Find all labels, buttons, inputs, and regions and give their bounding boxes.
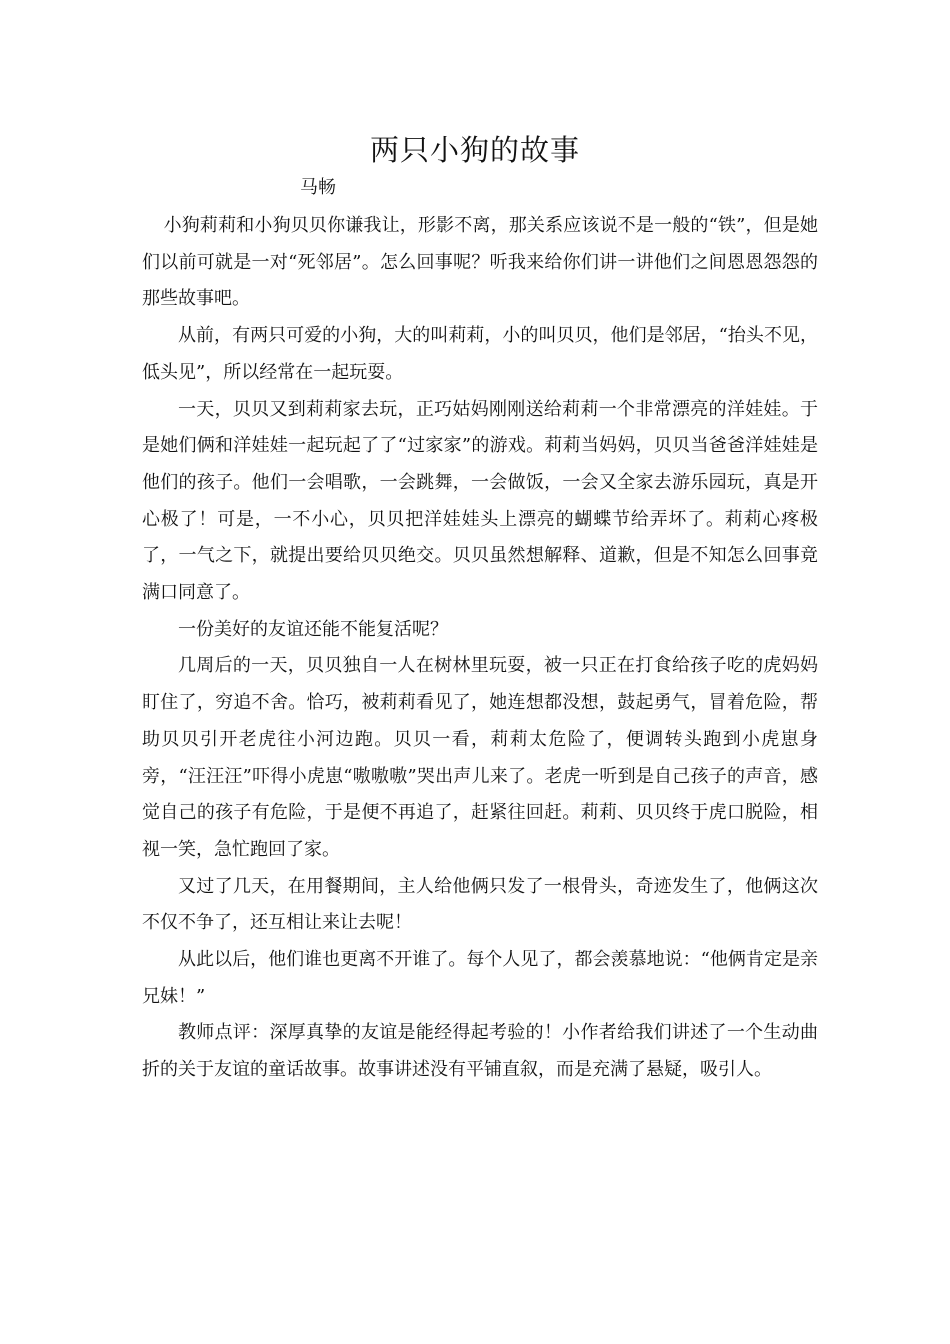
paragraph: 一天，贝贝又到莉莉家去玩，正巧姑妈刚刚送给莉莉一个非常漂亮的洋娃娃。于是她们俩和洋娃娃一起玩起了了“过家家”的游戏。莉莉当妈妈，贝贝当爸爸洋娃娃是他们的孩子。他们一会唱歌，一会跳舞，一会做饭，一会又全家去游乐园玩，真是开心极了！可是，一不小心，贝贝把洋娃娃头上漂亮的蝴蝶节给弄坏了。莉莉心疼极了，一气之下，就提出要给贝贝绝交。贝贝虽然想解释、道歉，但是不知怎么回事竟满口同意了。 xyxy=(142,398,818,604)
paragraph-intro: 小狗莉莉和小狗贝贝你谦我让，形影不离，那关系应该说不是一般的“铁”，但是她们以前可就是一对“死邻居”。怎么回事呢？听我来给你们讲一讲他们之间恩恩怨怨的那些故事吧。 xyxy=(142,215,818,310)
article-body xyxy=(142,208,818,1089)
teacher-comment: 教师点评：深厚真挚的友谊是能经得起考验的！小作者给我们讲述了一个生动曲折的关于友谊的童话故事。故事讲述没有平铺直叙，而是充满了悬疑，吸引人。 xyxy=(142,1022,818,1081)
author-name: 马畅 xyxy=(300,177,336,198)
paragraph: 又过了几天，在用餐期间，主人给他俩只发了一根骨头，奇迹发生了，他俩这次不仅不争了，还互相让来让去呢！ xyxy=(142,875,818,934)
paragraph: 从此以后，他们谁也更离不开谁了。每个人见了，都会羡慕地说：“他俩肯定是亲兄妹！” xyxy=(142,949,818,1007)
paragraph: 几周后的一天，贝贝独自一人在树林里玩耍，被一只正在打食给孩子吃的虎妈妈盯住了，穷追不舍。恰巧，被莉莉看见了，她连想都没想，鼓起勇气，冒着危险，帮助贝贝引开老虎往小河边跑。贝贝一看，莉莉太危险了，便调转头跑到小虎崽身旁，“汪汪汪”吓得小虎崽“嗷嗷嗷”哭出声儿来了。老虎一听到是自己孩子的声音，感觉自己的孩子有危险，于是便不再追了，赶紧往回赶。莉莉、贝贝终于虎口脱险，相视一笑，急忙跑回了家。 xyxy=(142,655,818,860)
paragraph: 从前，有两只可爱的小狗，大的叫莉莉，小的叫贝贝，他们是邻居，“抬头不见，低头见”，所以经常在一起玩耍。 xyxy=(142,325,818,383)
paragraph: 一份美好的友谊还能不能复活呢？ xyxy=(178,618,448,640)
document-title: 两只小狗的故事 xyxy=(369,133,580,167)
